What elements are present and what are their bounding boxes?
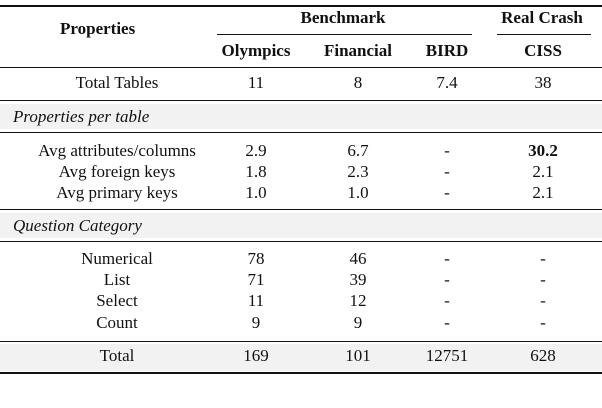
- cell: -: [540, 291, 546, 310]
- cell: 12: [349, 291, 367, 310]
- cell: 2.9: [245, 141, 267, 160]
- rule: [0, 241, 602, 242]
- cell: -: [540, 313, 546, 332]
- col-bird: BIRD: [425, 41, 469, 60]
- header-properties: Properties: [60, 19, 136, 38]
- cell: 39: [349, 270, 367, 289]
- cell: 1.0: [347, 183, 369, 202]
- cell: 628: [530, 346, 556, 365]
- rule: [0, 209, 602, 210]
- header-real-crash: Real Crash: [501, 8, 583, 27]
- cell: 11: [247, 291, 265, 310]
- cell: -: [444, 270, 450, 289]
- row-label: Numerical: [81, 249, 153, 268]
- cell: 78: [247, 249, 265, 268]
- rule: [0, 100, 602, 101]
- row-label: Total Tables: [75, 73, 159, 92]
- cell: -: [540, 249, 546, 268]
- rule: [0, 341, 602, 342]
- cell: 8: [353, 73, 363, 92]
- cell: -: [444, 249, 450, 268]
- cell: 2.1: [532, 162, 554, 181]
- col-financial: Financial: [323, 41, 393, 60]
- top-rule: [0, 5, 602, 7]
- cell: 2.1: [532, 183, 554, 202]
- cell: -: [540, 270, 546, 289]
- rule: [0, 132, 602, 133]
- header-rule: [0, 67, 602, 68]
- cell: -: [444, 291, 450, 310]
- section-properties-per-table: Properties per table: [13, 107, 150, 126]
- cell: 30.2: [528, 141, 558, 160]
- row-label: Avg foreign keys: [58, 162, 176, 181]
- cell: 6.7: [347, 141, 369, 160]
- cell: 46: [349, 249, 367, 268]
- total-band: [0, 344, 602, 371]
- header-benchmark: Benchmark: [300, 8, 386, 27]
- cell: 12751: [425, 346, 469, 365]
- col-ciss: CISS: [524, 41, 562, 60]
- cell: -: [444, 313, 450, 332]
- cell: 2.3: [347, 162, 369, 181]
- row-label: Avg attributes/columns: [38, 141, 196, 160]
- cell: -: [444, 162, 450, 181]
- cell: 1.8: [245, 162, 267, 181]
- cell: 38: [534, 73, 552, 92]
- cell: 71: [247, 270, 265, 289]
- cell: 1.0: [245, 183, 267, 202]
- col-olympics: Olympics: [221, 41, 291, 60]
- cell: 169: [243, 346, 269, 365]
- row-label: Select: [96, 291, 138, 310]
- cell: 9: [251, 313, 261, 332]
- cell: 101: [345, 346, 371, 365]
- section-question-category: Question Category: [13, 216, 142, 235]
- real-crash-cmidrule: [497, 34, 591, 35]
- cell: 9: [353, 313, 363, 332]
- row-label: Total: [99, 346, 135, 365]
- row-label: Avg primary keys: [56, 183, 178, 202]
- cell: 7.4: [436, 73, 458, 92]
- cell: -: [444, 183, 450, 202]
- benchmark-cmidrule: [217, 34, 472, 35]
- cell: -: [444, 141, 450, 160]
- cell: 11: [247, 73, 265, 92]
- row-label: Count: [96, 313, 138, 332]
- row-label: List: [103, 270, 131, 289]
- bottom-rule: [0, 372, 602, 374]
